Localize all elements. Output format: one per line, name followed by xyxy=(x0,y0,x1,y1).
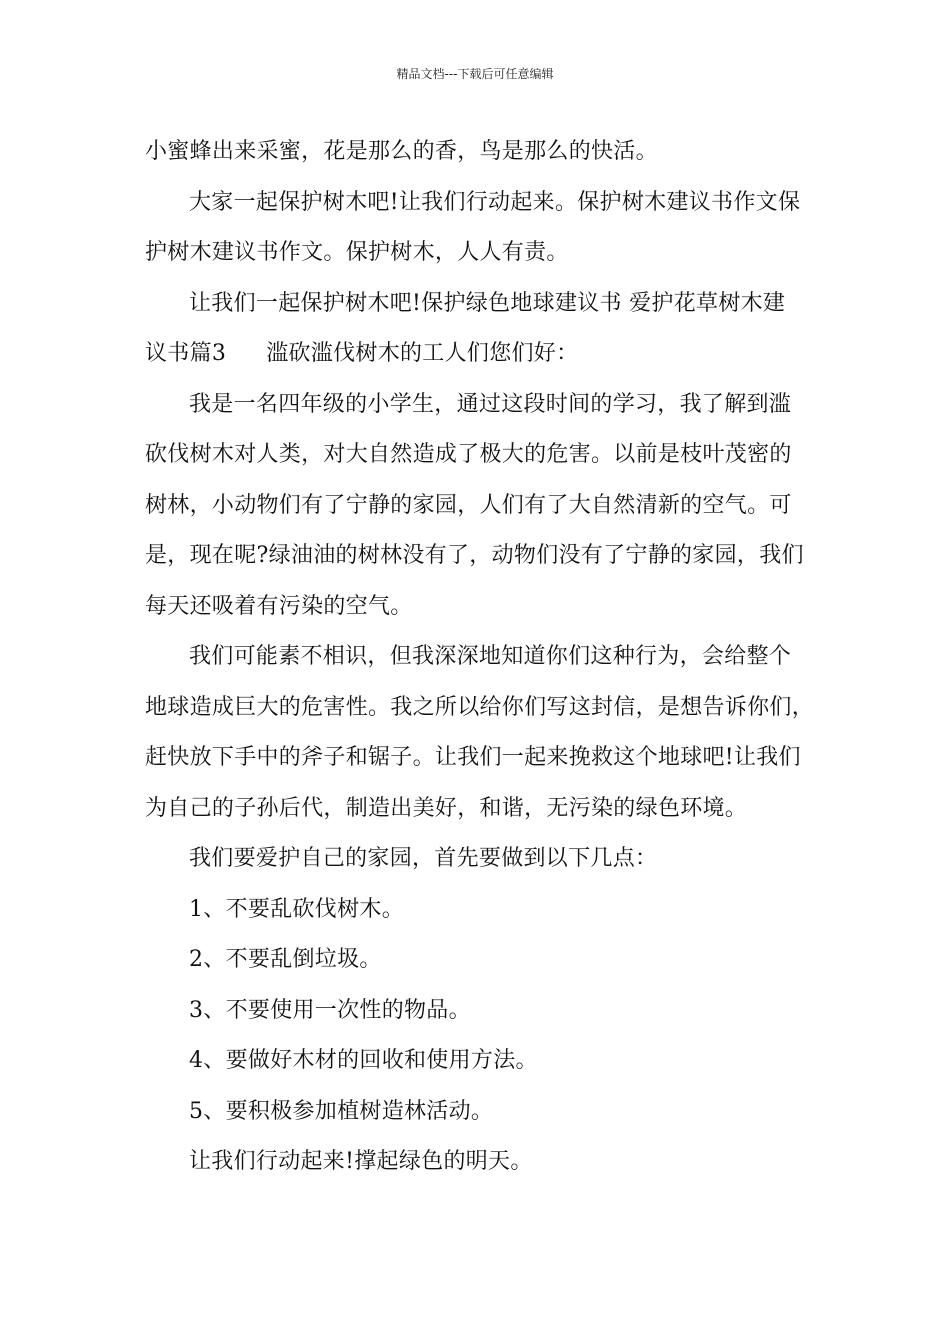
list-item: 3、不要使用一次性的物品。 xyxy=(189,997,471,1023)
text-line: 树林，小动物们有了宁静的家园，人们有了大自然清新的空气。可 xyxy=(145,492,792,518)
text-line: 护树木建议书作文。保护树木，人人有责。 xyxy=(145,240,569,265)
text-line: 我们可能素不相识，但我深深地知道你们这种行为，会给整个 xyxy=(189,644,792,669)
text-line: 地球造成巨大的危害性。我之所以给你们写这封信，是想告诉你们， xyxy=(145,694,815,720)
text-line: 我们要爱护自己的家园，首先要做到以下几点： xyxy=(189,846,658,871)
list-item: 4、要做好木材的回收和使用方法。 xyxy=(189,1048,538,1073)
list-item: 1、不要乱砍伐树木。 xyxy=(189,896,404,922)
text-line: 大家一起保护树木吧!让我们行动起来。保护树木建议书作文保 xyxy=(189,189,801,215)
text-line: 让我们一起保护树木吧!保护绿色地球建议书 爱护花草树木建 xyxy=(189,290,786,316)
document-body xyxy=(145,127,825,1188)
text-line: 砍伐树木对人类，对大自然造成了极大的危害。以前是枝叶茂密的 xyxy=(145,442,792,467)
text-line: 赶快放下手中的斧子和锯子。让我们一起来挽救这个地球吧!让我们 xyxy=(145,745,801,770)
text-line: 我是一名四年级的小学生，通过这段时间的学习，我了解到滥 xyxy=(189,391,792,417)
list-item: 5、要积极参加植树造林活动。 xyxy=(189,1098,494,1124)
text-line: 是，现在呢?绿油油的树林没有了，动物们没有了宁静的家园，我们 xyxy=(145,543,804,568)
text-line xyxy=(145,329,825,380)
text-line-part: 滥砍滥伐树木的工人们您们好： xyxy=(266,341,579,366)
text-line-part: 议书篇3 xyxy=(145,341,227,366)
list-item: 2、不要乱倒垃圾。 xyxy=(189,947,382,972)
text-line: 让我们行动起来!撑起绿色的明天。 xyxy=(189,1149,533,1174)
text-line: 小蜜蜂出来采蜜，花是那么的香，鸟是那么的快活。 xyxy=(145,139,658,164)
text-line: 为自己的子孙后代，制造出美好，和谐，无污染的绿色环境。 xyxy=(145,795,748,821)
text-line: 每天还吸着有污染的空气。 xyxy=(145,593,413,619)
page-header: 精品文档---下载后可任意编辑 xyxy=(396,67,554,81)
